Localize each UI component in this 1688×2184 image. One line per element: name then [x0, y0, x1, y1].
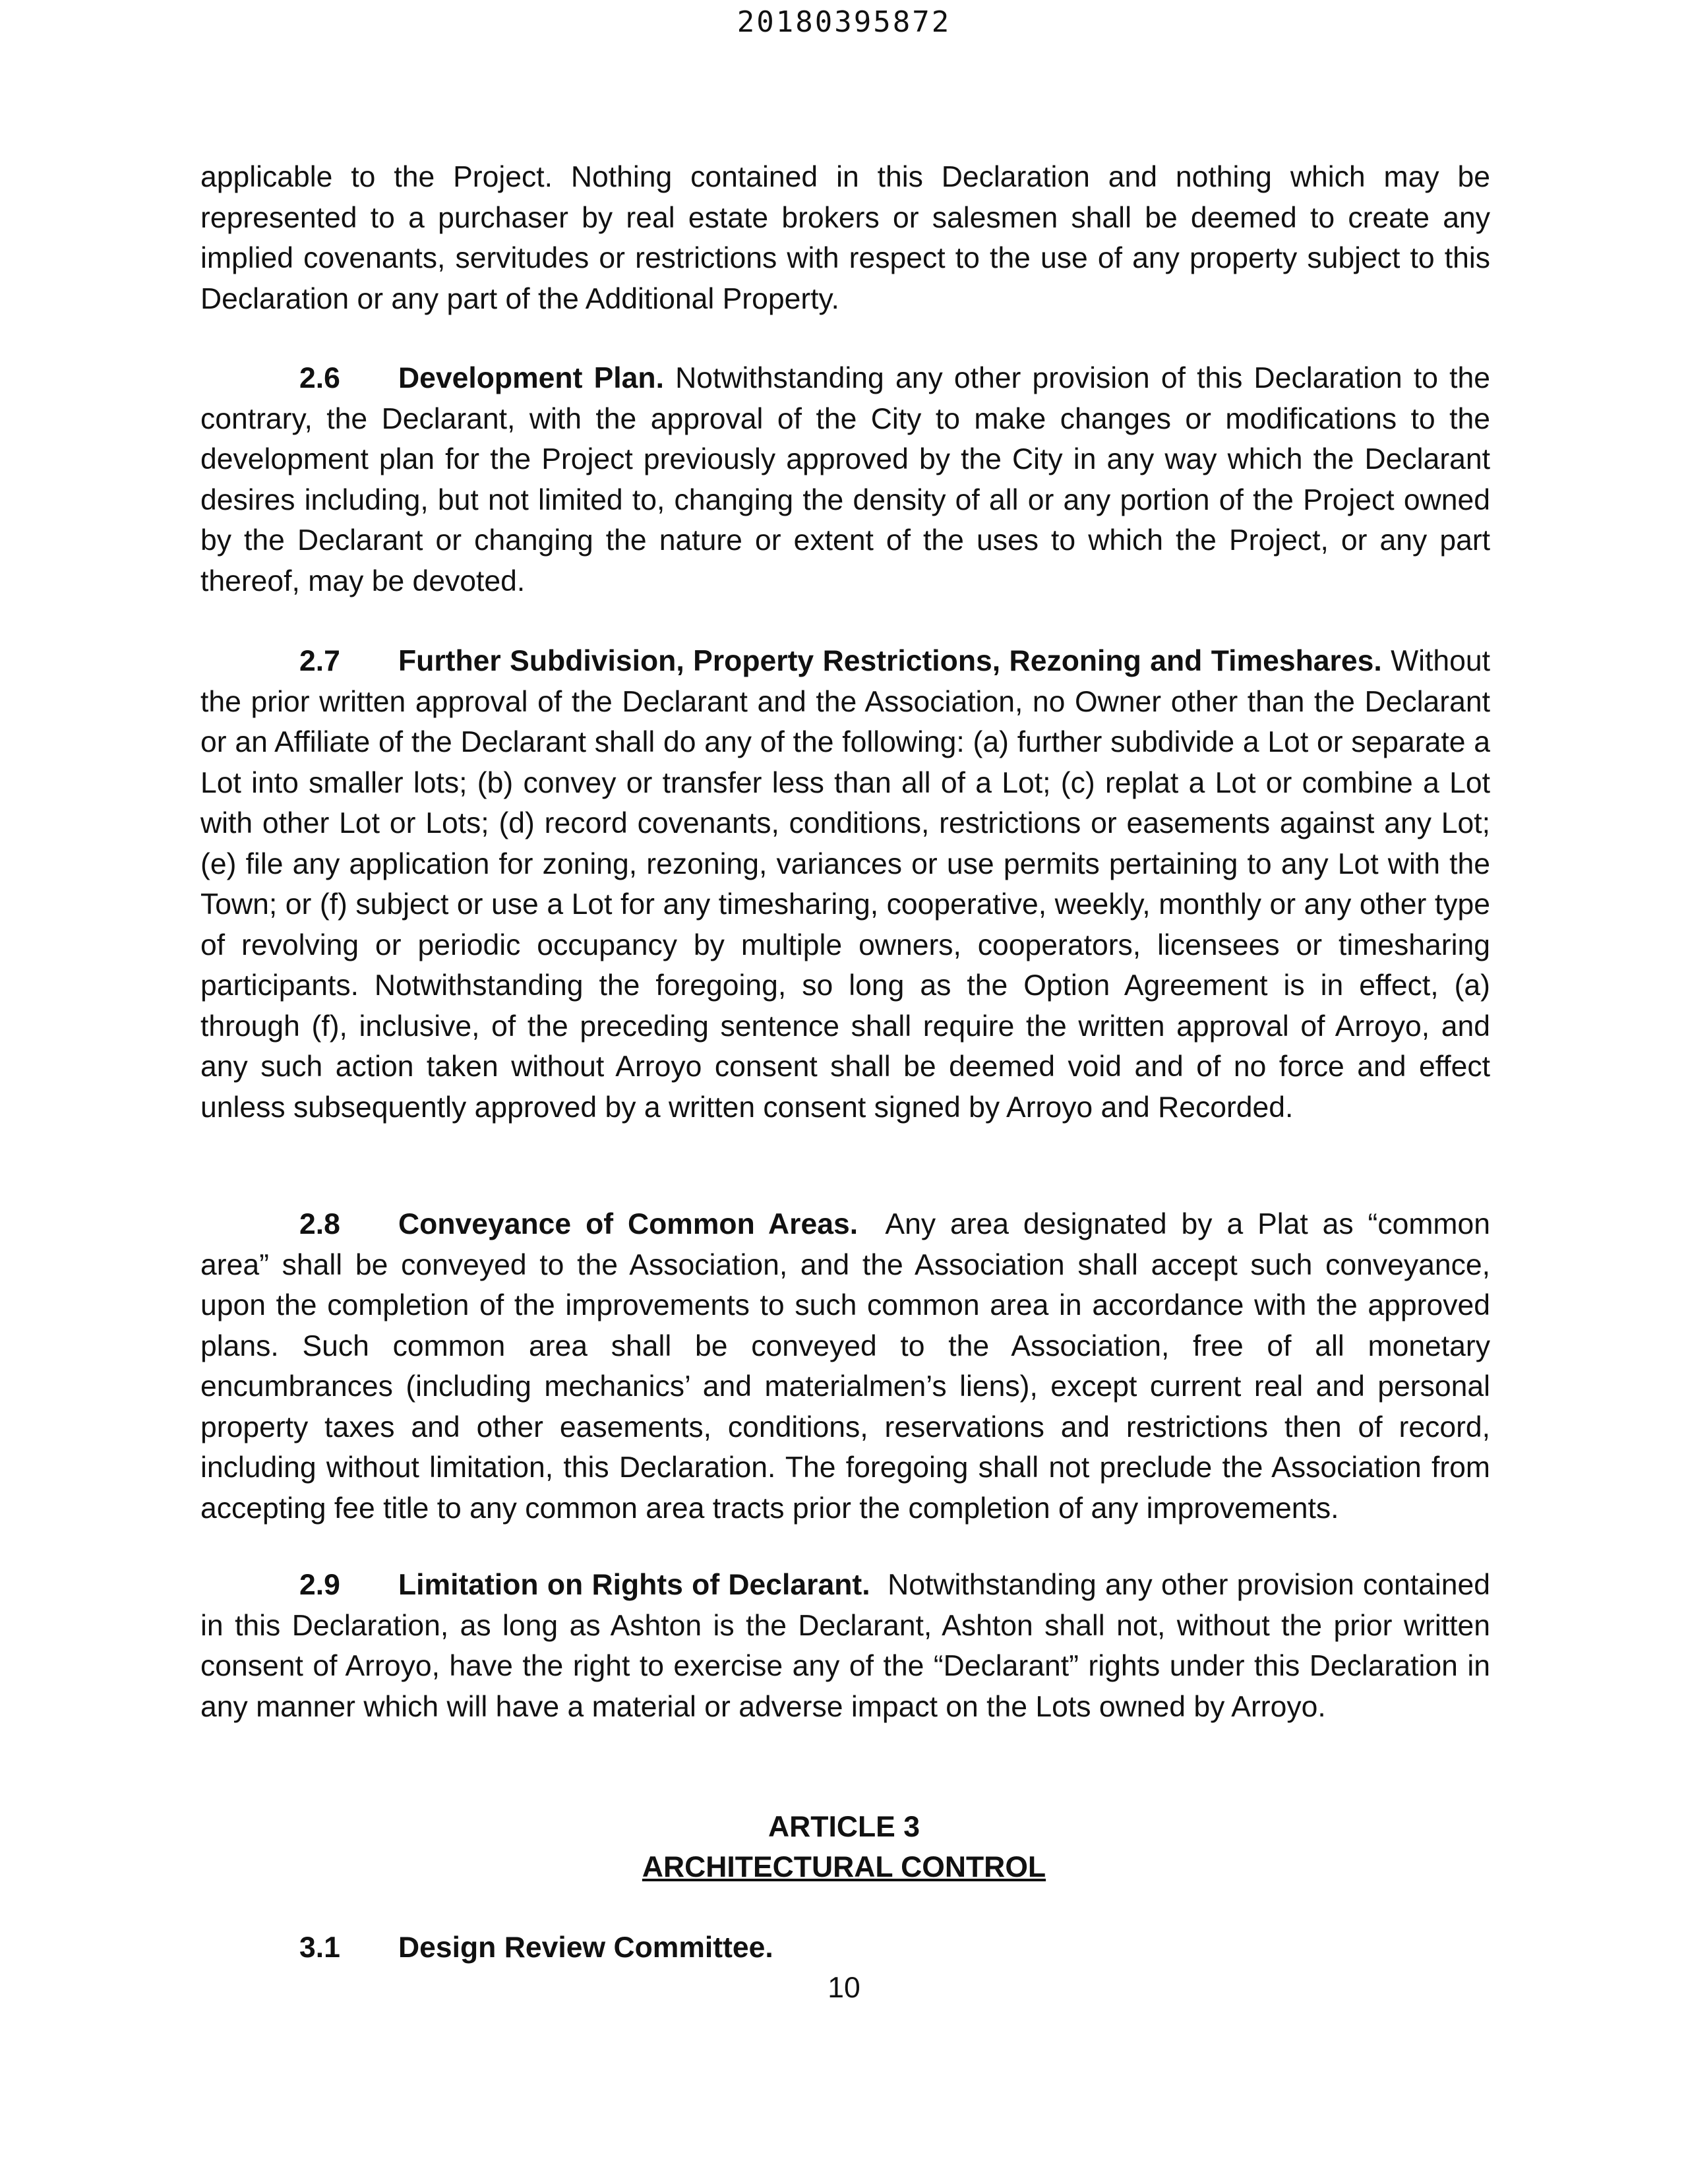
paragraph-text: applicable to the Project. Nothing contained in this Declaration and nothing which may be represented to a purchaser by real estate brokers or salesmen shall be deemed to create any implied covenants, servitudes or restrictions with respect to the use of any property subject to this Declaration or any part of the Additional Property. [200, 161, 1490, 315]
section-heading: Limitation on Rights of Declarant. [398, 1569, 870, 1601]
paragraph-continuation [200, 157, 1490, 319]
section-text: Without the prior written approval of the Declarant and the Association, no Owner other than the Declarant or an Affiliate of the Declarant shall do any of the following: (a) further subdivide a Lot or separate a Lot into smaller lots; (b) convey or transfer less than all of a Lot; (c) replat a Lot or combine a Lot with other Lot or Lots; (d) record covenants, conditions, restrictions or easements against any Lot; (e) file any application for zoning, rezoning, variances or use permits pertaining to any Lot with the Town; or (f) subject or use a Lot for any timesharing, cooperative, weekly, monthly or any other type of revolving or periodic occupancy by multiple owners, cooperators, licensees or timesharing participants. Notwithstanding the foregoing, so long as the Option Agreement is in effect, (a) through (f), inclusive, of the preceding sentence shall require the written approval of Arroyo, and any such action taken without Arroyo consent shall be deemed void and of no force and effect unless subsequently approved by a written consent signed by Arroyo and Recorded. [200, 645, 1490, 1124]
section-number: 2.6 [299, 362, 340, 394]
section-2-6 [200, 358, 1490, 601]
section-2-8 [200, 1204, 1490, 1529]
section-number: 3.1 [299, 1931, 340, 1964]
article-number: ARTICLE 3 [768, 1811, 920, 1843]
section-paragraph [200, 1565, 1490, 1727]
section-2-7 [200, 641, 1490, 1128]
section-number: 2.7 [299, 645, 340, 677]
section-heading: Development Plan. [398, 362, 664, 394]
document-number: 20180395872 [737, 5, 951, 39]
section-text: Notwithstanding any other provision contained in this Declaration, as long as Ashton is the Declarant, Ashton shall not, without the prior written consent of Arroyo, have the right to exercise any of the “Declarant” rights under this Declaration in any manner which will have a material or adverse impact on the Lots owned by Arroyo. [200, 1569, 1490, 1723]
section-number: 2.9 [299, 1569, 340, 1601]
section-paragraph [200, 358, 1490, 601]
section-2-9 [200, 1565, 1490, 1727]
section-text: Any area designated by a Plat as “common area” shall be conveyed to the Association, and the Association shall accept such conveyance, upon the completion of the improvements to such common area in accordance with the approved plans. Such common area shall be conveyed to the Association, free of all monetary encumbrances (including mechanics’ and materialmen’s liens), except current real and personal property taxes and other easements, conditions, reservations and restrictions then of record, including without limitation, this Declaration. The foregoing shall not preclude the Association from accepting fee title to any common area tracts prior the completion of any improvements. [200, 1208, 1490, 1525]
section-paragraph [200, 1204, 1490, 1529]
article-title: ARCHITECTURAL CONTROL [642, 1851, 1046, 1883]
page-number: 10 [828, 1972, 860, 2004]
section-3-1 [200, 1927, 773, 1968]
section-number: 2.8 [299, 1208, 340, 1240]
section-text: Notwithstanding any other provision of this Declaration to the contrary, the Declarant, with the approval of the City to make changes or modifications to the development plan for the Project previously approved by the City in any way which the Declarant desires including, but not limited to, changing the density of all or any portion of the Project owned by the Declarant or changing the nature or extent of the uses to which the Project, or any part thereof, may be devoted. [200, 362, 1490, 597]
section-heading: Design Review Committee. [398, 1931, 773, 1964]
section-heading: Further Subdivision, Property Restrictions, Rezoning and Timeshares. [398, 645, 1382, 677]
section-paragraph [200, 641, 1490, 1128]
section-heading: Conveyance of Common Areas. [398, 1208, 859, 1240]
